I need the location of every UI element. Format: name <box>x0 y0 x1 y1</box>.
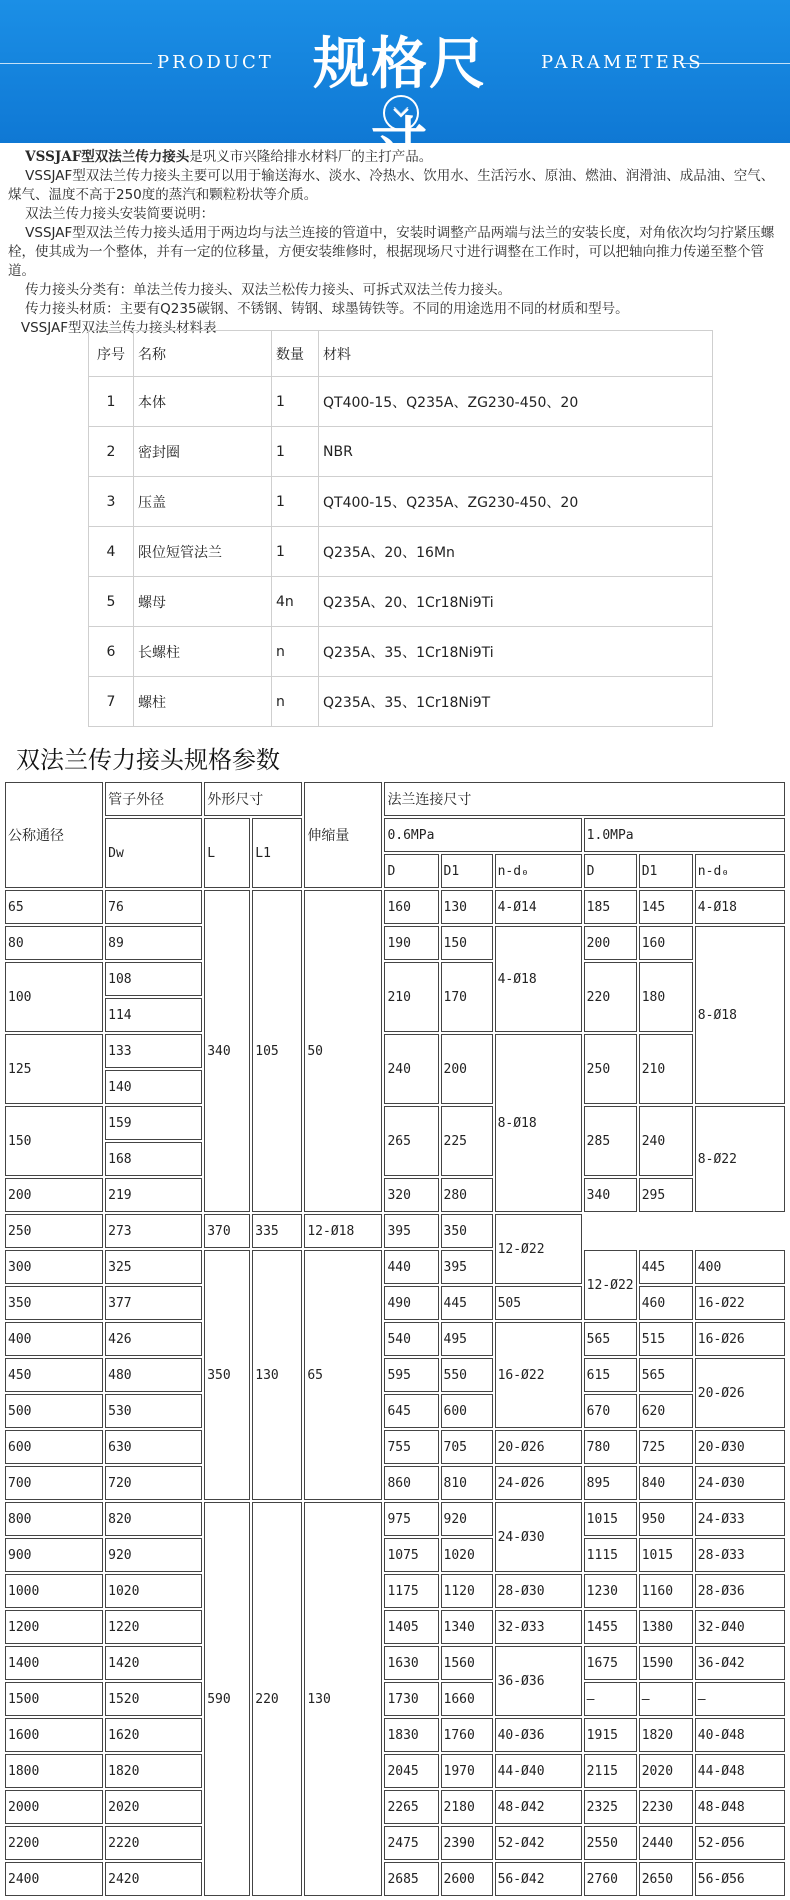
table-row: 6 长螺柱 n Q235A、35、1Cr18Ni9Ti <box>89 627 713 677</box>
table-row: 114 <box>5 998 785 1032</box>
materials-table <box>88 330 713 727</box>
banner-title: 规格尺寸 <box>313 32 487 177</box>
table-row: 1800 1820 2045 1970 44-Ø40 2115 2020 44-Ø48 <box>5 1754 785 1788</box>
table-row: 600 630 755 705 20-Ø26 780 725 20-Ø30 <box>5 1430 785 1464</box>
intro-paragraph-1: VSSJAF型双法兰传力接头是巩义市兴隆给排水材料厂的主打产品。 <box>25 149 433 165</box>
table-row: 4 限位短管法兰 1 Q235A、20、16Mn <box>89 527 713 577</box>
table-row: 1 本体 1 QT400-15、Q235A、ZG230-450、20 <box>89 377 713 427</box>
column-header: 数量 <box>272 331 319 377</box>
table-row: 2000 2020 2265 2180 48-Ø42 2325 2230 48-Ø48 <box>5 1790 785 1824</box>
table-row: 800 820 590 220 130 975 920 24-Ø30 1015 950 24-Ø33 <box>5 1502 785 1536</box>
d-header: D <box>384 854 438 888</box>
table-row: 100 108 210 170 220 180 <box>5 962 785 996</box>
table-row: 250 273 370 335 12-Ø18 395 350 12-Ø22 <box>5 1214 785 1248</box>
table-row: 450 480 595 550 615 565 20-Ø26 <box>5 1358 785 1392</box>
intro-paragraph-3: 双法兰传力接头安装简要说明： <box>25 206 215 222</box>
intro-paragraph-2: VSSJAF型双法兰传力接头主要可以用于输送海水、淡水、冷热水、饮用水、生活污水、原油、燃油、润滑油、成品油、空气、煤气、温度不高于250度的蒸汽和颗粒粉状等介质。 <box>8 168 775 203</box>
column-header: 序号 <box>89 331 134 377</box>
intro-paragraph-4: VSSJAF型双法兰传力接头适用于两边均与法兰连接的管道中，安装时调整产品两端与法兰的安装长度，对角依次均匀拧紧压螺栓，使其成为一个整体，并有一定的位移量，方便安装维修时，根据现场尺寸进行调整在工作时，可以把轴向推力传递至整个管道。 <box>8 225 775 279</box>
d1-header: D1 <box>639 854 693 888</box>
table-row: 80 89 190 150 4-Ø18 200 160 8-Ø18 <box>5 926 785 960</box>
pressure-06-header: 0.6MPa <box>384 818 581 852</box>
product-intro <box>8 148 786 338</box>
banner-line-left <box>0 63 152 64</box>
materials-table-caption: VSSJAF型双法兰传力接头材料表 <box>20 320 217 336</box>
column-header: 材料 <box>319 331 713 377</box>
table-row: 300 325 350 130 65 440 395 12-Ø22 445 400 <box>5 1250 785 1284</box>
table-row: 500 530 645 600 670 620 <box>5 1394 785 1428</box>
table-row: 3 压盖 1 QT400-15、Q235A、ZG230-450、20 <box>89 477 713 527</box>
column-header: 名称 <box>134 331 272 377</box>
l1-header: L1 <box>252 818 302 888</box>
table-row: 150 159 265 225 285 240 8-Ø22 <box>5 1106 785 1140</box>
pipe-od-header: 管子外径 <box>105 782 202 816</box>
banner-product-text: PRODUCT <box>157 52 274 73</box>
table-row: 2200 2220 2475 2390 52-Ø42 2550 2440 52-Ø56 <box>5 1826 785 1860</box>
table-row: 125 133 240 200 8-Ø18 250 210 <box>5 1034 785 1068</box>
table-row: 7 螺柱 n Q235A、35、1Cr18Ni9T <box>89 677 713 727</box>
d-header: D <box>584 854 637 888</box>
table-row: 140 <box>5 1070 785 1104</box>
outline-size-header: 外形尺寸 <box>204 782 302 816</box>
dw-header: Dw <box>105 818 202 888</box>
l-header: L <box>204 818 250 888</box>
table-row: 200 219 320 280 340 295 <box>5 1178 785 1212</box>
table-row: 2 密封圈 1 NBR <box>89 427 713 477</box>
d1-header: D1 <box>441 854 493 888</box>
table-row: 1400 1420 1630 1560 36-Ø36 1675 1590 36-Ø42 <box>5 1646 785 1680</box>
table-header-row <box>89 331 713 377</box>
table-row: 5 螺母 4n Q235A、20、1Cr18Ni9Ti <box>89 577 713 627</box>
table-row: 400 426 540 495 16-Ø22 565 515 16-Ø26 <box>5 1322 785 1356</box>
chevron-down-icon[interactable] <box>383 95 419 131</box>
spec-table <box>3 780 787 1898</box>
dn-header: 公称通径 <box>5 782 103 888</box>
table-row: 1200 1220 1405 1340 32-Ø33 1455 1380 32-Ø40 <box>5 1610 785 1644</box>
table-row: 700 720 860 810 24-Ø26 895 840 24-Ø30 <box>5 1466 785 1500</box>
table-row: 350 377 490 445 505 460 16-Ø22 <box>5 1286 785 1320</box>
table-row: 168 <box>5 1142 785 1176</box>
stretch-header: 伸缩量 <box>304 782 382 888</box>
table-row: 2400 2420 2685 2600 56-Ø42 2760 2650 56-Ø56 <box>5 1862 785 1896</box>
spec-section-title: 双法兰传力接头规格参数 <box>16 746 280 774</box>
table-row: 1500 1520 1730 1660 – – – <box>5 1682 785 1716</box>
table-row: 900 920 1075 1020 1115 1015 28-Ø33 <box>5 1538 785 1572</box>
table-row: 65 76 340 105 50 160 130 4-Ø14 185 145 4-Ø18 <box>5 890 785 924</box>
table-row: 1000 1020 1175 1120 28-Ø30 1230 1160 28-Ø36 <box>5 1574 785 1608</box>
nd-header: n-d₀ <box>695 854 785 888</box>
banner-parameters-text: PARAMETERS <box>541 52 704 73</box>
flange-header: 法兰连接尺寸 <box>384 782 785 816</box>
table-row: 1600 1620 1830 1760 40-Ø36 1915 1820 40-Ø48 <box>5 1718 785 1752</box>
nd-header: n-d₀ <box>495 854 582 888</box>
intro-paragraph-5: 传力接头分类有：单法兰传力接头、双法兰松传力接头、可拆式双法兰传力接头。 <box>25 282 512 298</box>
pressure-10-header: 1.0MPa <box>584 818 785 852</box>
intro-paragraph-6: 传力接头材质：主要有Q235碳钢、不锈钢、铸钢、球墨铸铁等。不同的用途选用不同的材质和型号。 <box>25 301 629 317</box>
product-name: VSSJAF型双法兰传力接头 <box>25 149 190 165</box>
